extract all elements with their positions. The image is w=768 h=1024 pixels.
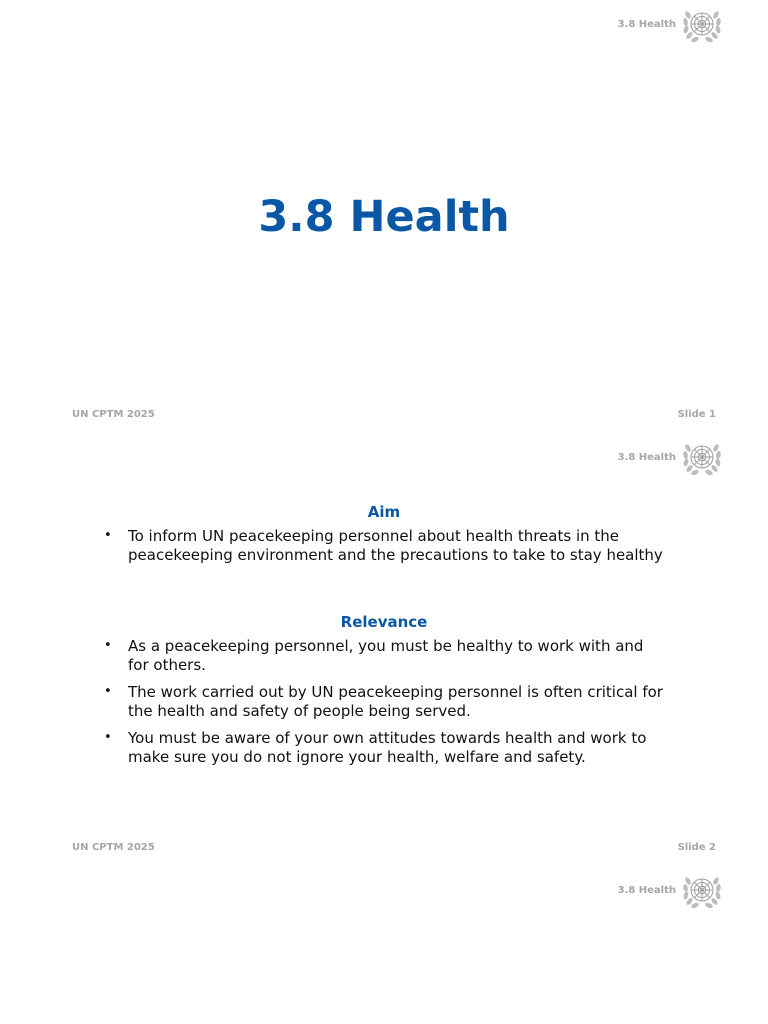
- bullet-icon: •: [104, 684, 112, 699]
- bullet-text: As a peacekeeping personnel, you must be healthy to work with and for others.: [128, 637, 644, 674]
- bullet-icon: •: [104, 638, 112, 653]
- header-title: 3.8 Health: [617, 451, 676, 463]
- list-item: [104, 729, 664, 766]
- header-title: 3.8 Health: [617, 18, 676, 30]
- slide-1: [0, 0, 768, 433]
- un-emblem-icon: [682, 438, 722, 476]
- slide-header: [618, 6, 722, 42]
- list-item: [104, 637, 664, 674]
- bullet-text: To inform UN peacekeeping personnel about health threats in the peacekeeping environment and the precautions to take to stay healthy: [128, 527, 663, 564]
- list-item: [104, 683, 664, 720]
- bullet-icon: •: [104, 730, 112, 745]
- aim-heading: Aim: [367, 503, 401, 521]
- bullet-icon: •: [104, 528, 112, 543]
- footer-org: UN CPTM 2025: [72, 409, 155, 420]
- relevance-heading: Relevance: [340, 613, 428, 631]
- list-item: [104, 527, 664, 564]
- slide-header: [618, 439, 722, 475]
- bullet-text: The work carried out by UN peacekeeping personnel is often critical for the health and safety of people being served.: [128, 683, 663, 720]
- footer-org: UN CPTM 2025: [72, 842, 155, 853]
- slide-number: Slide 1: [677, 409, 716, 420]
- bullet-text: You must be aware of your own attitudes towards health and work to make sure you do not ignore your health, welfare and safety.: [128, 729, 647, 766]
- un-emblem-icon: [682, 5, 722, 43]
- aim-list: [104, 527, 664, 573]
- slide-3: [0, 866, 768, 1024]
- slide-number: Slide 2: [677, 842, 716, 853]
- slide-title: 3.8 Health: [258, 192, 510, 242]
- relevance-list: [104, 637, 664, 775]
- slide-header: [618, 872, 722, 908]
- un-emblem-icon: [682, 871, 722, 909]
- slide-2: [0, 433, 768, 866]
- header-title: 3.8 Health: [617, 884, 676, 896]
